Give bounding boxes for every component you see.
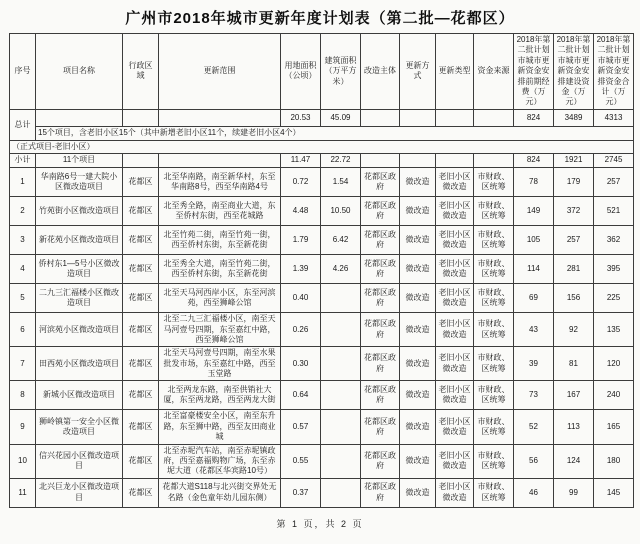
cell-floor <box>321 444 361 478</box>
section-label: （正式项目-老旧小区） <box>10 140 634 153</box>
cell-land: 0.64 <box>281 381 321 410</box>
table-row <box>10 444 634 478</box>
table-row <box>10 478 634 507</box>
cell-no: 1 <box>10 168 36 197</box>
cell-floor <box>321 410 361 444</box>
cell-subject: 花都区政府 <box>361 255 400 284</box>
table-row <box>10 226 634 255</box>
cell-subject: 花都区政府 <box>361 284 400 313</box>
cell-cons: 257 <box>554 226 594 255</box>
cell-name: 华南路6号一建大院小区微改造项目 <box>36 168 123 197</box>
cell-pre: 69 <box>514 284 554 313</box>
subtotal-scope <box>159 154 281 168</box>
total-floor-area: 45.09 <box>321 109 361 126</box>
col-header-floor-area: 建筑面积（万平方米） <box>321 34 361 110</box>
cell-no: 5 <box>10 284 36 313</box>
cell-sum: 180 <box>594 444 634 478</box>
cell-no: 4 <box>10 255 36 284</box>
total-fund-sum: 4313 <box>594 109 634 126</box>
cell-name: 新花苑小区微改造项目 <box>36 226 123 255</box>
cell-sum: 165 <box>594 410 634 444</box>
cell-subject: 花都区政府 <box>361 168 400 197</box>
subtotal-label: 小计 <box>10 154 36 168</box>
cell-subject: 花都区政府 <box>361 444 400 478</box>
cell-district: 花都区 <box>123 381 159 410</box>
cell-subject: 花都区政府 <box>361 313 400 347</box>
cell-no: 7 <box>10 347 36 381</box>
cell-land: 4.48 <box>281 197 321 226</box>
table-row <box>10 313 634 347</box>
cell-sum: 135 <box>594 313 634 347</box>
cell-cons: 167 <box>554 381 594 410</box>
cell-sum: 240 <box>594 381 634 410</box>
cell-scope: 北至赤坭汽车站，南至赤坭镇政府，西至嘉福购物广场，东至赤坭大道（花都区华宾路10号） <box>159 444 281 478</box>
cell-land: 1.79 <box>281 226 321 255</box>
subtotal-pre-fund: 824 <box>514 154 554 168</box>
cell-land: 0.55 <box>281 444 321 478</box>
cell-cons: 81 <box>554 347 594 381</box>
cell-type: 老旧小区微改造 <box>436 197 474 226</box>
cell-pre: 43 <box>514 313 554 347</box>
cell-fund: 市财政、区统筹 <box>474 478 514 507</box>
cell-district: 花都区 <box>123 226 159 255</box>
cell-cons: 281 <box>554 255 594 284</box>
total-note: 15个项目，含老旧小区15个（其中新增老旧小区11个，续建老旧小区4个） <box>36 126 634 140</box>
cell-method: 微改造 <box>400 168 436 197</box>
cell-scope: 北至秀全路，南至商业大道，东至侨村东街，西至花城路 <box>159 197 281 226</box>
cell-scope: 北至华南路，南至新华村，东至华南路8号，西至华南路4号 <box>159 168 281 197</box>
cell-fund: 市财政、区统筹 <box>474 197 514 226</box>
cell-fund: 市财政、区统筹 <box>474 444 514 478</box>
summary-body <box>10 109 634 167</box>
col-header-pre-fund: 2018年第二批计划市城市更新资金安排前期经费（万元） <box>514 34 554 110</box>
cell-land: 0.26 <box>281 313 321 347</box>
table-row <box>10 410 634 444</box>
cell-subject: 花都区政府 <box>361 347 400 381</box>
col-header-name: 项目名称 <box>36 34 123 110</box>
cell-sum: 257 <box>594 168 634 197</box>
table-body <box>10 168 634 508</box>
cell-district: 花都区 <box>123 284 159 313</box>
cell-district: 花都区 <box>123 478 159 507</box>
cell-cons: 113 <box>554 410 594 444</box>
cell-land: 1.39 <box>281 255 321 284</box>
cell-scope: 花都大道S118与北兴街交界处无名路（金色童年幼儿园东侧） <box>159 478 281 507</box>
cell-name: 田西苑小区微改造项目 <box>36 347 123 381</box>
cell-subject: 花都区政府 <box>361 226 400 255</box>
cell-scope: 北至竹苑二街，南至竹苑一街，西至侨村东街，东至新花街 <box>159 226 281 255</box>
total-fund-source <box>474 109 514 126</box>
cell-no: 3 <box>10 226 36 255</box>
cell-fund: 市财政、区统筹 <box>474 284 514 313</box>
cell-name: 二九三汇福楼小区微改造项目 <box>36 284 123 313</box>
cell-method: 微改造 <box>400 381 436 410</box>
cell-name: 信兴花园小区微改造项目 <box>36 444 123 478</box>
subtotal-subject <box>361 154 400 168</box>
cell-sum: 145 <box>594 478 634 507</box>
cell-land: 0.30 <box>281 347 321 381</box>
cell-no: 11 <box>10 478 36 507</box>
cell-fund: 市财政、区统筹 <box>474 347 514 381</box>
subtotal-type <box>436 154 474 168</box>
cell-pre: 149 <box>514 197 554 226</box>
col-header-scope: 更新范围 <box>159 34 281 110</box>
cell-scope: 北至秀全大道，南至竹苑二街，西至侨村东街，东至新花街 <box>159 255 281 284</box>
total-type <box>436 109 474 126</box>
cell-pre: 56 <box>514 444 554 478</box>
cell-name: 新城小区微改造项目 <box>36 381 123 410</box>
cell-cons: 124 <box>554 444 594 478</box>
cell-scope: 北至富豪楼安全小区，南至东升路，东至狮中路，西至友田商业城 <box>159 410 281 444</box>
cell-fund: 市财政、区统筹 <box>474 313 514 347</box>
col-header-district: 行政区域 <box>123 34 159 110</box>
cell-land: 0.40 <box>281 284 321 313</box>
cell-land: 0.57 <box>281 410 321 444</box>
total-label: 总计 <box>10 109 36 140</box>
cell-cons: 99 <box>554 478 594 507</box>
cell-type: 老旧小区微改造 <box>436 313 474 347</box>
total-district <box>123 109 159 126</box>
cell-pre: 46 <box>514 478 554 507</box>
cell-name: 北兴巨龙小区微改造项目 <box>36 478 123 507</box>
cell-pre: 105 <box>514 226 554 255</box>
subtotal-land-area: 11.47 <box>281 154 321 168</box>
col-header-subject: 改造主体 <box>361 34 400 110</box>
table-header <box>10 34 634 110</box>
col-header-land-area: 用地面积（公顷） <box>281 34 321 110</box>
table-row <box>10 168 634 197</box>
cell-district: 花都区 <box>123 197 159 226</box>
subtotal-floor-area: 22.72 <box>321 154 361 168</box>
cell-name: 侨村东1—5号小区微改造项目 <box>36 255 123 284</box>
cell-district: 花都区 <box>123 347 159 381</box>
page-number: 第 1 页，共 2 页 <box>276 518 364 529</box>
cell-no: 6 <box>10 313 36 347</box>
plan-table <box>9 33 634 508</box>
total-construction-fund: 3489 <box>554 109 594 126</box>
cell-subject: 花都区政府 <box>361 410 400 444</box>
cell-method: 微改造 <box>400 284 436 313</box>
cell-sum: 362 <box>594 226 634 255</box>
cell-method: 微改造 <box>400 255 436 284</box>
cell-cons: 156 <box>554 284 594 313</box>
cell-pre: 52 <box>514 410 554 444</box>
total-name <box>36 109 123 126</box>
total-pre-fund: 824 <box>514 109 554 126</box>
cell-sum: 120 <box>594 347 634 381</box>
cell-fund: 市财政、区统筹 <box>474 255 514 284</box>
col-header-no: 序号 <box>10 34 36 110</box>
cell-fund: 市财政、区统筹 <box>474 226 514 255</box>
cell-type: 老旧小区微改造 <box>436 255 474 284</box>
cell-method: 微改造 <box>400 313 436 347</box>
cell-floor <box>321 284 361 313</box>
cell-cons: 372 <box>554 197 594 226</box>
cell-subject: 花都区政府 <box>361 197 400 226</box>
col-header-total-fund: 2018年第二批计划市城市更新资金安排资金合计（万元） <box>594 34 634 110</box>
cell-method: 微改造 <box>400 197 436 226</box>
cell-district: 花都区 <box>123 255 159 284</box>
cell-pre: 39 <box>514 347 554 381</box>
table-row <box>10 381 634 410</box>
total-method <box>400 109 436 126</box>
cell-sum: 225 <box>594 284 634 313</box>
cell-land: 0.72 <box>281 168 321 197</box>
cell-type: 老旧小区微改造 <box>436 168 474 197</box>
cell-scope: 北至天马河西岸小区，东至河滨苑，西至狮峰公馆 <box>159 284 281 313</box>
cell-floor: 10.50 <box>321 197 361 226</box>
cell-method: 微改造 <box>400 444 436 478</box>
cell-floor: 1.54 <box>321 168 361 197</box>
col-header-type: 更新类型 <box>436 34 474 110</box>
cell-pre: 114 <box>514 255 554 284</box>
cell-method: 微改造 <box>400 226 436 255</box>
cell-cons: 179 <box>554 168 594 197</box>
cell-floor <box>321 313 361 347</box>
total-note-row <box>10 126 634 140</box>
cell-type: 老旧小区微改造 <box>436 478 474 507</box>
page-title: 广州市2018年城市更新年度计划表（第二批—花都区） <box>125 10 515 27</box>
cell-scope: 北至二九三汇福楼小区，南至天马河壹号四期，东至嘉红中路，西至狮峰公馆 <box>159 313 281 347</box>
subtotal-row <box>10 154 634 168</box>
cell-type: 老旧小区微改造 <box>436 226 474 255</box>
table-row <box>10 284 634 313</box>
cell-type: 老旧小区微改造 <box>436 347 474 381</box>
cell-fund: 市财政、区统筹 <box>474 381 514 410</box>
cell-type: 老旧小区微改造 <box>436 410 474 444</box>
col-header-construction-fund: 2018年第二批计划市城市更新资金安排建设资金（万元） <box>554 34 594 110</box>
table-row <box>10 197 634 226</box>
cell-cons: 92 <box>554 313 594 347</box>
table-row <box>10 255 634 284</box>
cell-district: 花都区 <box>123 313 159 347</box>
cell-floor <box>321 478 361 507</box>
cell-floor: 6.42 <box>321 226 361 255</box>
cell-name: 河滨苑小区微改造项目 <box>36 313 123 347</box>
total-scope <box>159 109 281 126</box>
subtotal-method <box>400 154 436 168</box>
cell-no: 2 <box>10 197 36 226</box>
table-row <box>10 347 634 381</box>
cell-sum: 395 <box>594 255 634 284</box>
cell-fund: 市财政、区统筹 <box>474 168 514 197</box>
col-header-method: 更新方式 <box>400 34 436 110</box>
subtotal-construction-fund: 1921 <box>554 154 594 168</box>
cell-subject: 花都区政府 <box>361 381 400 410</box>
cell-subject: 花都区政府 <box>361 478 400 507</box>
cell-scope: 北至两龙东路，南至供销社大厦，东至两龙路，西至两龙大街 <box>159 381 281 410</box>
cell-land: 0.37 <box>281 478 321 507</box>
cell-method: 微改造 <box>400 347 436 381</box>
cell-type: 老旧小区微改造 <box>436 444 474 478</box>
cell-no: 9 <box>10 410 36 444</box>
subtotal-name: 11个项目 <box>36 154 123 168</box>
cell-scope: 北至天马河壹号四期，南至水果批发市场，东至嘉红中路，西至玉堂路 <box>159 347 281 381</box>
subtotal-fund-sum: 2745 <box>594 154 634 168</box>
cell-district: 花都区 <box>123 444 159 478</box>
cell-pre: 78 <box>514 168 554 197</box>
cell-floor <box>321 347 361 381</box>
cell-pre: 73 <box>514 381 554 410</box>
cell-floor: 4.26 <box>321 255 361 284</box>
cell-sum: 521 <box>594 197 634 226</box>
cell-name: 竹苑街小区微改造项目 <box>36 197 123 226</box>
cell-no: 10 <box>10 444 36 478</box>
cell-floor <box>321 381 361 410</box>
total-row <box>10 109 634 126</box>
header-row <box>10 34 634 110</box>
cell-type: 老旧小区微改造 <box>436 284 474 313</box>
total-subject <box>361 109 400 126</box>
col-header-fund-source: 资金来源 <box>474 34 514 110</box>
subtotal-fund-source <box>474 154 514 168</box>
cell-district: 花都区 <box>123 168 159 197</box>
cell-method: 微改造 <box>400 410 436 444</box>
cell-type: 老旧小区微改造 <box>436 381 474 410</box>
cell-fund: 市财政、区统筹 <box>474 410 514 444</box>
section-row <box>10 140 634 153</box>
total-land-area: 20.53 <box>281 109 321 126</box>
cell-district: 花都区 <box>123 410 159 444</box>
subtotal-district <box>123 154 159 168</box>
cell-method: 微改造 <box>400 478 436 507</box>
cell-name: 狮岭镇第一安全小区微改造项目 <box>36 410 123 444</box>
cell-no: 8 <box>10 381 36 410</box>
